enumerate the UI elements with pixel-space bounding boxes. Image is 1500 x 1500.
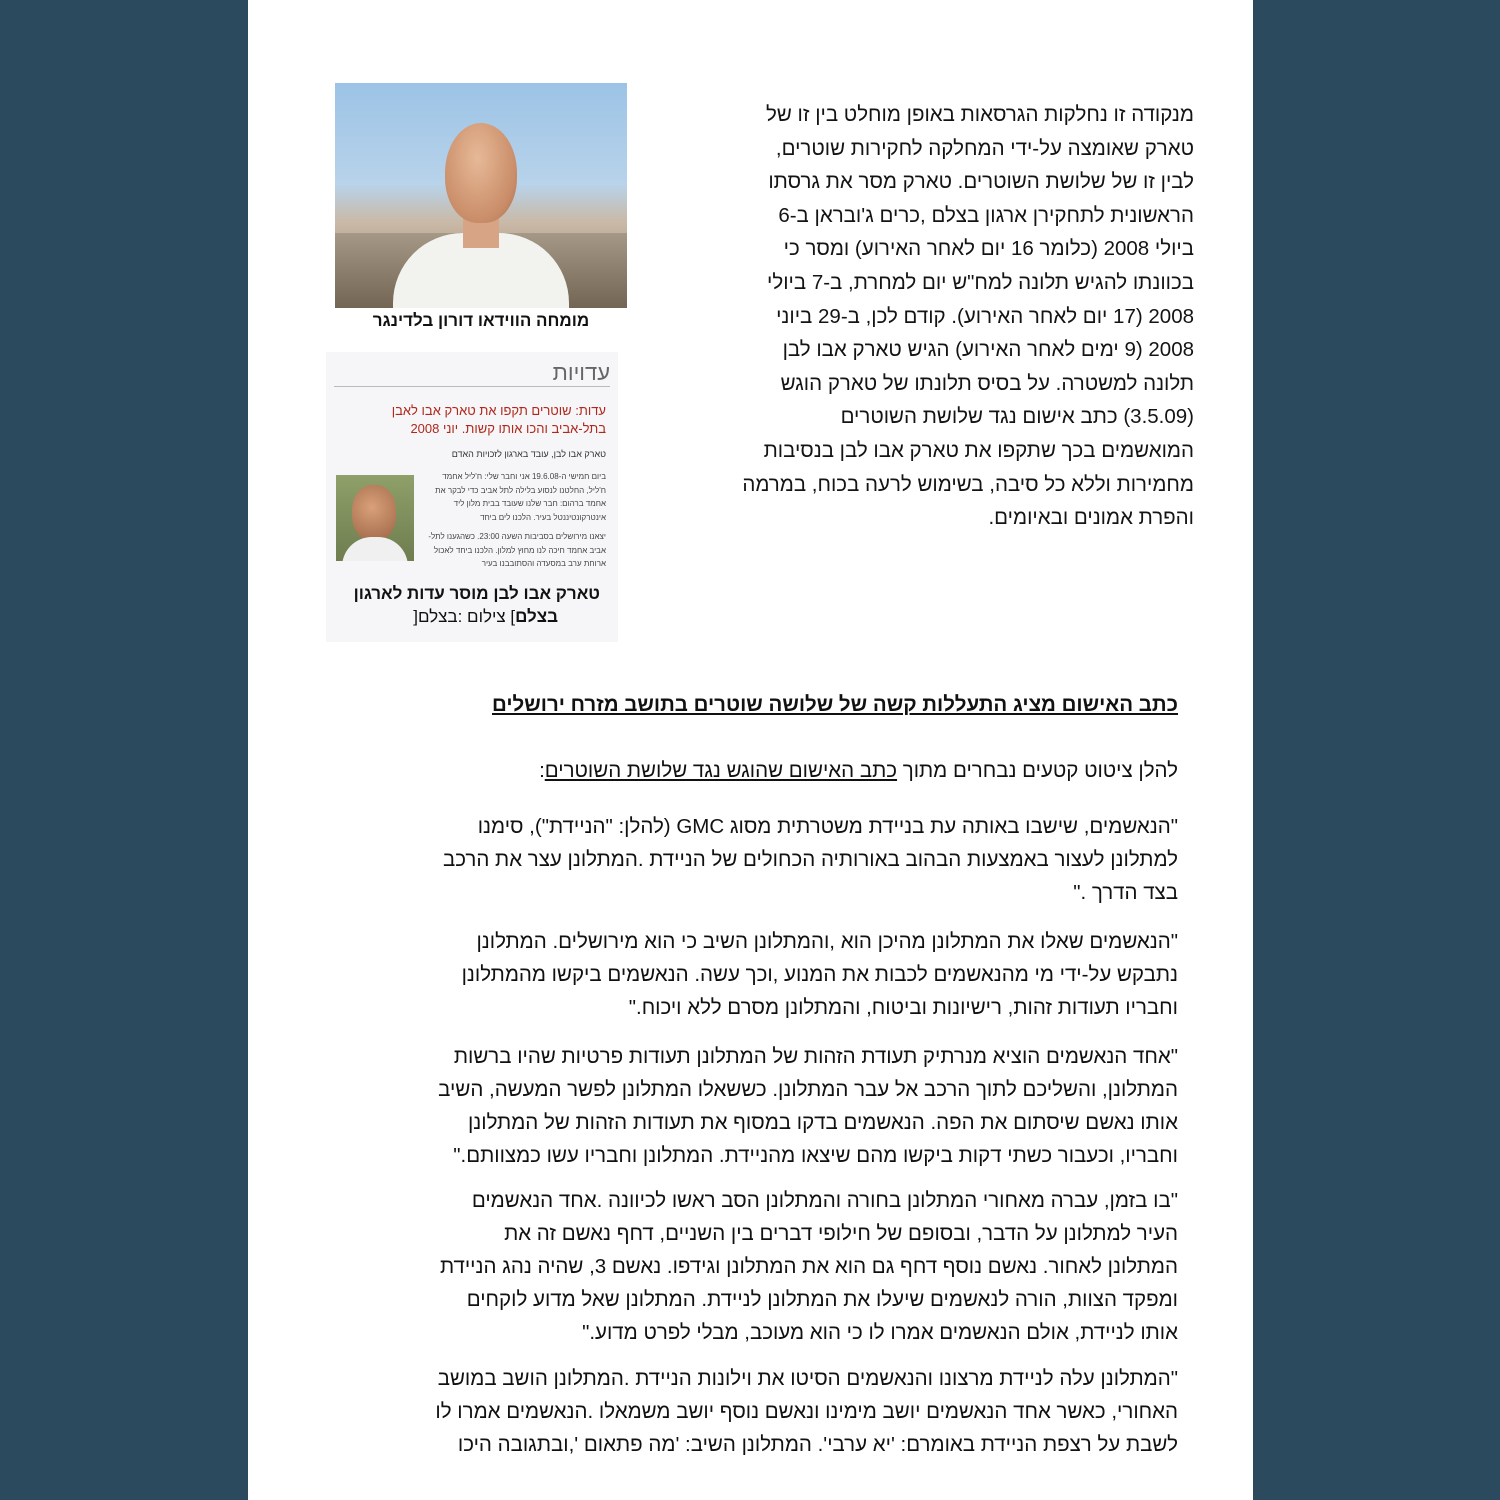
quote-line: לשבת על רצפת הניידת באומרם: 'יא ערבי'. המתלונן השיב: 'מה פתאום ',ובתגובה היכו (457, 1433, 1178, 1456)
quote-paragraph (308, 1362, 1178, 1461)
quote-line: וחבריו תעודות זהות, רישיונות וביטוח, והמתלונן מסרם ללא ויכוח." (628, 996, 1178, 1019)
photo-person-shirt (342, 537, 408, 561)
clipping-caption-line1: טארק אבו לבן מוסר עדות לארגון (353, 584, 600, 603)
quote-line: "בו בזמן, עברה מאחורי המתלונן בחורה והמתלונן הסב ראשו לכיוונה .אחד הנאשמים (471, 1189, 1178, 1212)
clipping-body-line: ביום חמישי ה-19.6.08 אני וחבר שלי: ח'ליל אחמד (442, 472, 606, 481)
clipping-caption-credit: ] צילום :בצלם[ (413, 607, 516, 626)
clipping-body-line: אביב אחמד חיכה לנו מחוץ למלון. הלכנו ביחד לאכול (433, 545, 606, 555)
quote-line: המתלונן, והשליכם לתוך הרכב אל עבר המתלונן. כששאלו המתלונן לפשר המעשה, השיב (438, 1078, 1178, 1101)
quote-line: העיר למתלונן על הדבר, ובסופם של חילופי דברים בין השניים, דחף נאשם זה את (504, 1222, 1178, 1245)
intro-line: לבין זו של שלושת השוטרים. טארק מסר את גרסתו (768, 170, 1194, 194)
clipping-byline: טארק אבו לבן, עובד בארגון לזכויות האדם (451, 449, 606, 459)
quote-paragraph (308, 1040, 1178, 1172)
intro-paragraph (668, 98, 1194, 535)
clipping-caption-line2 (413, 607, 558, 627)
quote-line: למתלונן לעצור באמצעות הבהוב באורותיה הכחולים של הניידת .המתלונן עצר את הרכב (443, 848, 1178, 871)
intro-line: הראשונית לתחקירן ארגון בצלם ,כרים ג'ובראן ב-6 (778, 203, 1194, 227)
photo-person-head (352, 485, 396, 541)
quote-intro-suffix: : (539, 759, 545, 782)
clipping-body-line: ח'ליל, החלטנו לנסוע בלילה לתל אביב כדי לבקר את (435, 485, 606, 495)
intro-line: מחמירות וללא כל סיבה, בשימוש לרעה בכוח, במרמה (742, 472, 1194, 496)
quote-line: המתלונן לאחור. נאשם נוסף דחף גם הוא את המתלונן וגידפו. נאשם 3, שהיה נהג הניידת (439, 1255, 1178, 1278)
clipping-body-line: יצאנו מירושלים בסביבות השעה 23:00. כשהגענו לתל- (428, 532, 606, 541)
quote-paragraph (308, 925, 1178, 1024)
intro-line: 2008 (17 יום לאחר האירוע). קודם לכן, ב-29 ביוני (776, 304, 1194, 328)
indictment-link[interactable]: כתב האישום שהוגש נגד שלושת השוטרים (544, 759, 898, 782)
quote-line: נתבקש על-ידי מי מהנאשמים לכבות את המנוע ,וכך עשה. הנאשמים ביקשו מהמתלונן (461, 963, 1178, 986)
intro-line: ביולי 2008 (כלומר 16 יום לאחר האירוע) ומסר כי (783, 237, 1194, 261)
clipping-section-title: עדויות (552, 360, 610, 385)
intro-line: המואשמים בכך שתקפו את טארק אבו לבן בנסיבות (763, 438, 1194, 462)
quote-line: "הנאשמים שאלו את המתלונן מהיכן הוא ,והמתלונן השיב כי הוא מירושלים. המתלונן (476, 930, 1178, 953)
testimony-person-photo (336, 475, 414, 561)
quote-line: האחורי, כאשר אחד הנאשמים יושב מימינו ונאשם נוסף יושב משמאלו .הנאשמים אמרו לו (435, 1400, 1178, 1423)
testimony-clipping (326, 352, 618, 642)
intro-line: והפרת אמונים ובאיומים. (988, 506, 1194, 530)
video-expert-photo (335, 83, 627, 308)
quote-line: "המתלונן עלה לניידת מרצונו והנאשמים הסיטו את וילונות הניידת .המתלונן הושב במושב (437, 1367, 1178, 1390)
section-heading: כתב האישום מציג התעללות קשה של שלושה שוטרים בתושב מזרח ירושלים (492, 693, 1178, 716)
quote-intro-prefix: להלן ציטוט קטעים נבחרים מתוך (897, 759, 1178, 782)
document-page (248, 0, 1253, 1500)
photo-person-head (445, 123, 517, 223)
clipping-body (426, 470, 606, 571)
quote-line: אותו נאשם שיסתום את הפה. הנאשמים בדקו במסוף את תעודות הזהות של המתלונן (467, 1111, 1178, 1134)
clipping-caption-bold: בצלם (515, 607, 558, 626)
quote-line: וחבריו, וכעבור כשתי דקות ביקשו מהם שיצאו מהניידת. המתלונן וחבריו עשו כמצוותם." (453, 1144, 1178, 1167)
quote-line: בצד הדרך ." (1073, 881, 1178, 904)
clipping-body-line: אינטרקונטיננטל בעיר. הלכנו לים ביחד (480, 512, 606, 522)
video-expert-caption: מומחה הווידאו דורון בלדינגר (372, 311, 590, 330)
intro-line: 2008 (9 ימים לאחר האירוע) הגיש טארק אבו לבן (782, 338, 1194, 362)
intro-line: (3.5.09) כתב אישום נגד שלושת השוטרים (840, 405, 1194, 429)
quote-intro (348, 756, 1178, 786)
quote-line: ומפקד הצוות, הורה לנאשמים שיעלו את המתלונן לניידת. המתלונן שאל מדוע לוקחים (466, 1288, 1178, 1311)
intro-line: תלונה למשטרה. על בסיס תלונתו של טארק הוגש (780, 371, 1194, 395)
quote-line: אותו לניידת, אולם הנאשמים אמרו לו כי הוא מעוכב, מבלי לפרט מדוע." (582, 1321, 1178, 1344)
quote-line: "אחד הנאשמים הוציא מנרתיק תעודת הזהות של המתלונן תעודות פרטיות שהיו ברשות (453, 1045, 1178, 1068)
intro-line: טארק שאומצה על-ידי המחלקה לחקירות שוטרים, (775, 136, 1194, 160)
clipping-headline: עדות: שוטרים תקפו את טארק אבו לאבן בתל-אביב והכו אותו קשות. יוני 2008 (391, 403, 606, 436)
intro-line: מנקודה זו נחלקות הגרסאות באופן מוחלט בין זו של (766, 103, 1194, 126)
quote-paragraph (308, 1184, 1178, 1349)
clipping-body-line: ארוחת ערב במסעדה והסתובבנו בעיר (481, 559, 606, 568)
clipping-divider (334, 386, 610, 387)
quote-paragraph (308, 810, 1178, 909)
clipping-body-line: אחמד ברהום: חבר שלנו שעובד בבית מלון ליד (453, 499, 606, 508)
intro-line: בכוונתו להגיש תלונה למח"ש יום למחרת, ב-7 ביולי (767, 270, 1194, 294)
quote-line: "הנאשמים, שישבו באותה עת בניידת משטרתית מסוג GMC (להלן: "הניידת"), סימנו (477, 815, 1178, 838)
